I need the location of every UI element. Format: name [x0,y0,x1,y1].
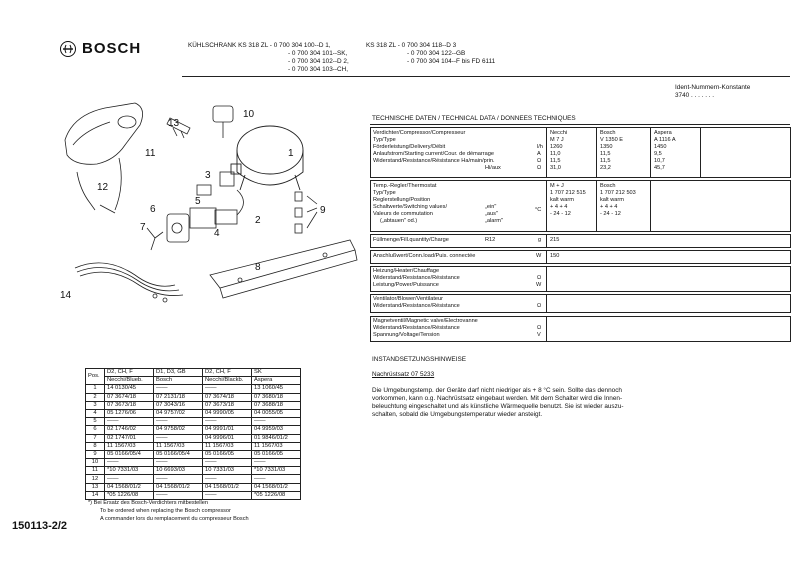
table-cell: 13 1060/45 [252,385,301,393]
thermo-c1-1: 1 707 212 515 [550,190,586,196]
necchi-0: Necchi [550,130,568,136]
table-row [86,393,301,401]
thermo-c2-1: 1 707 212 503 [600,190,636,196]
diagram-label-3: 3 [205,170,211,181]
compressor-unit-2: l/h [537,144,543,150]
charge-unit: g [538,237,542,243]
valve-label-2: Spannung/Voltage/Tension [373,332,440,338]
table-cell-pos: 10 [86,459,105,467]
model-line-1: KÜHLSCHRANK KS 318 ZL - 0 700 304 100--D 1, [188,42,331,49]
table-cell: —— [203,418,252,426]
table-row [86,385,301,393]
table-cell: 02 1747/01 [105,434,154,442]
table-row [86,442,301,450]
compressor-label-3: Anlaufstrom/Starting current/Cour. de démarrage [373,151,494,157]
table-row [86,409,301,417]
table-cell: 04 9757/02 [154,409,203,417]
header-col-1: D2, CH, F [105,369,154,377]
table-cell-pos: 5 [86,418,105,426]
table-cell: —— [154,418,203,426]
heater-unit-2: W [536,282,542,288]
table-cell: *10 7331/03 [105,467,154,475]
table-cell: 04 9758/02 [154,426,203,434]
table-cell-pos: 3 [86,401,105,409]
heater-label-0: Heizung/Heater/Chauffage [373,268,440,274]
relay-3-5 [197,172,244,215]
table-row [86,491,301,499]
table-cell: *10 7331/03 [252,467,301,475]
thermo-c1-3: + 4 + 4 [550,204,568,210]
thermo-label-2: Reglerstellung/Position [373,197,431,203]
thermo-label-5: („abtauen" od.) [380,218,418,224]
table-cell: 04 9996/01 [203,434,252,442]
charge-value: 215 [550,237,560,243]
model-line-4: - 0 700 304 103--CH, [288,66,349,73]
necchi-3: 11,0 [550,151,561,157]
table-cell: —— [154,459,203,467]
footnote-3: A commander lors du remplacement du compresseur Bosch [100,516,249,522]
bosch-4: 11,5 [600,158,611,164]
diagram-label-8: 8 [255,262,261,273]
diagram-label-14: 14 [60,290,72,301]
install-line-1: vorkommen, kann o.g. Nachrüstsatz eingebaut werden. Mit dem Schalter wird die Innen- [372,395,623,402]
table-row [86,434,301,442]
table-cell: 04 1568/01/2 [252,483,301,491]
table-cell: *05 1226/08 [105,491,154,499]
install-line-2: beleuchtung eingeschaltet und als künstliche Wärmequelle benutzt. Sie ist wieder auszu- [372,403,624,410]
diagram-label-11: 11 [145,148,156,159]
aspera-5: 45,7 [654,165,665,171]
model-right-1: KS 318 ZL - 0 700 304 118--D 3 [366,42,457,49]
table-cell-pos: 11 [86,467,105,475]
thermostat-6 [167,208,216,242]
model-right-3: - 0 700 304 104--F bis FD 6111 [407,58,496,65]
table-cell: —— [154,385,203,393]
table-cell: 05 0166/05 [203,450,252,458]
table-cell-pos: 7 [86,434,105,442]
bosch-5: 23,2 [600,165,611,171]
ident-value: 3740 . . . . . . . [675,92,715,99]
table-row [86,483,301,491]
table-cell: —— [252,475,301,483]
table-row [86,450,301,458]
valve-label-0: Magnetventil/Magnetic valve/Electrovanne [373,318,478,324]
power-value: 150 [550,253,560,259]
table-cell: 11 1567/03 [105,442,154,450]
table-header-row [86,369,301,377]
valve-label-1: Widerstand/Resistance/Résistance [373,325,460,331]
parts-table [85,368,301,500]
table-cell-pos: 14 [86,491,105,499]
table-cell: 11 1567/03 [203,442,252,450]
thermo-label-0: Temp.-Regler/Thermostat [373,183,437,189]
diagram-label-9: 9 [320,205,326,216]
aspera-2: 1450 [654,144,667,150]
heater-label-2: Leistung/Power/Puissance [373,282,439,288]
table-cell: 11 1567/03 [154,442,203,450]
table-cell-pos: 1 [86,385,105,393]
table-row [86,475,301,483]
thermo-c1-2: kalt warm [550,197,574,203]
heater-unit-1: Ω [537,275,542,281]
switch-4 [215,210,237,224]
bosch-1: V 1350 E [600,137,624,143]
compressor-unit-3: A [537,151,541,157]
charge-gas: R12 [485,237,496,243]
table-row [86,467,301,475]
table-cell: 02 1746/02 [105,426,154,434]
header-col-3: D2, CH, F [203,369,252,377]
table-cell: 04 9959/03 [252,426,301,434]
table-cell-pos: 4 [86,409,105,417]
diagram-label-6: 6 [150,204,156,215]
fan-label-1: Widerstand/Resistance/Résistance [373,303,460,309]
thermo-quoted-1: „aus" [485,211,498,217]
diagram-label-12: 12 [97,182,109,193]
diagram-label-13: 13 [168,118,180,129]
table-cell: 07 3688/18 [252,401,301,409]
fan-label-0: Ventilator/Blower/Ventilateur [373,296,443,302]
thermo-unit: °C [535,207,542,213]
bosch-0: Bosch [600,130,616,136]
table-row [86,401,301,409]
aspera-4: 10,7 [654,158,665,164]
compressor-label-1: Typ/Type [373,137,396,143]
table-cell: 07 3673/18 [105,401,154,409]
document-number: 150113-2/2 [12,520,68,532]
table-cell: —— [203,385,252,393]
tech-data-title: TECHNISCHE DATEN / TECHNICAL DATA / DONNEES TECHNIQUES [372,115,576,122]
table-cell-pos: 13 [86,483,105,491]
install-title: INSTANDSETZUNGSHINWEISE [372,356,466,363]
diagram-label-5: 5 [195,196,201,207]
table-cell: —— [105,459,154,467]
table-cell: 04 1568/01/2 [203,483,252,491]
table-cell-pos: 12 [86,475,105,483]
thermo-c2-0: Bosch [600,183,616,189]
table-row [86,426,301,434]
charge-label: Füllmenge/Fill.quantity/Charge [373,237,449,243]
power-unit: W [536,253,542,259]
table-cell: 07 3673/18 [203,401,252,409]
clip-7 [147,228,163,250]
table-cell: 07 2131/18 [154,393,203,401]
thermo-quoted-2: „alarm" [485,218,503,224]
table-cell-pos: 9 [86,450,105,458]
install-line-3: schalten, sobald die Umgebungstemperatur wieder ansteigt. [372,411,543,418]
table-cell-pos: 6 [86,426,105,434]
table-cell: —— [203,459,252,467]
evaporator-cover-11 [65,103,143,164]
aspera-0: Aspera [654,130,672,136]
table-cell: 04 1568/01/2 [105,483,154,491]
footnote-2: To be ordered when replacing the Bosch compressor [100,508,231,514]
table-cell: —— [252,418,301,426]
table-cell: 04 0055/05 [252,409,301,417]
install-line-0: Die Umgebungstemp. der Geräte darf nicht niedriger als + 8 °C sein. Sollte das dennoch [372,387,622,394]
capacitor-10 [213,106,233,138]
model-line-2: - 0 700 304 101--SK, [288,50,348,57]
table-cell: —— [154,491,203,499]
table-cell: —— [203,475,252,483]
header-col-4: SK [252,369,301,377]
thermo-label-4: Valeurs de commutation [373,211,433,217]
header-col-2: D1, D3, GB [154,369,203,377]
compressor-unit-5: Ω [537,165,542,171]
thermo-c2-4: - 24 - 12 [600,211,621,217]
necchi-1: M 7 J [550,137,564,143]
bosch-2: 1350 [600,144,613,150]
brand-name: BOSCH [82,40,142,57]
table-cell-pos: 2 [86,393,105,401]
table-cell: 05 0166/05/4 [154,450,203,458]
table-cell: —— [203,491,252,499]
diagram-label-1: 1 [288,148,294,159]
table-cell: —— [154,434,203,442]
necchi-5: 31,0 [550,165,561,171]
table-cell: —— [105,418,154,426]
valve-unit-1: Ω [537,325,542,331]
diagram-label-2: 2 [255,215,261,226]
cable-harness-14 [75,263,183,302]
exploded-parts-diagram [55,100,365,325]
compressor-label-2: Förderleistung/Delivery/Débit [373,144,446,150]
thermo-label-1: Typ/Type [373,190,396,196]
table-row [86,459,301,467]
table-cell: 04 1568/01/2 [154,483,203,491]
table-cell: 04 9991/01 [203,426,252,434]
table-cell: 07 3680/18 [252,393,301,401]
aspera-1: A 1116 A [654,137,676,143]
diagram-label-10: 10 [243,109,255,120]
thermo-quoted-0: „ein" [485,204,497,210]
compressor-label-4: Widerstand/Resistance/Résistance Ha/main/prin. [373,158,495,164]
thermo-c1-0: M + J [550,183,564,189]
heater-label-1: Widerstand/Resistance/Résistance [373,275,460,281]
table-cell-pos: 8 [86,442,105,450]
thermo-c1-4: - 24 - 12 [550,211,571,217]
thermo-c2-3: + 4 + 4 [600,204,618,210]
table-cell: —— [252,459,301,467]
table-cell: 11 1567/03 [252,442,301,450]
valve-unit-2: V [537,332,541,338]
compressor-unit-4: Ω [537,158,542,164]
table-cell: 04 9990/05 [203,409,252,417]
table-cell: 10 6693/03 [154,467,203,475]
table-cell: 10 7331/03 [203,467,252,475]
table-cell: 07 3043/16 [154,401,203,409]
table-cell: 05 0166/05/4 [105,450,154,458]
table-cell: —— [105,475,154,483]
bosch-3: 11,5 [600,151,611,157]
subheader-col-4: Aspera [252,377,301,385]
diagram-label-7: 7 [140,222,146,233]
necchi-2: 1260 [550,144,563,150]
base-plate-8 [210,240,357,298]
table-subheader-row [86,377,301,385]
subheader-col-1: Necchi/Blueb. [105,377,154,385]
table-cell: 14 0130/45 [105,385,154,393]
model-right-2: - 0 700 304 122--GB [407,50,466,57]
thermo-label-3: Schaltwerte/Switching values/ [373,204,447,210]
bosch-armature-icon [60,41,76,57]
subheader-col-2: Bosch [154,377,203,385]
thermo-c2-2: kalt warm [600,197,624,203]
ident-label: Ident-Nummern-Konstante [675,84,751,91]
aspera-3: 9,5 [654,151,662,157]
necchi-4: 11,5 [550,158,561,164]
header-pos: Pos. [86,369,105,385]
power-label: Anschlußwert/Conn.load/Puis. connectée [373,253,476,259]
diagram-label-4: 4 [214,228,220,239]
feet-9 [295,192,317,233]
table-cell: 07 3674/18 [203,393,252,401]
table-cell: 07 3674/18 [105,393,154,401]
model-line-3: - 0 700 304 102--D 2, [288,58,349,65]
table-cell: 05 0166/05 [252,450,301,458]
subheader-col-3: Necchi/Blackb. [203,377,252,385]
table-cell: —— [154,475,203,483]
compressor-label-5: Hi/aux [485,165,501,171]
table-row [86,418,301,426]
install-retrofit: Nachrüstsatz 07 5233 [372,371,435,378]
table-cell: 01 9846/01/2 [252,434,301,442]
footnote-1: *) Bei Ersatz des Bosch-Verdichters mitbestellen [88,500,209,506]
header-rule [182,76,790,77]
table-cell: 05 1276/06 [105,409,154,417]
table-cell: *05 1226/08 [252,491,301,499]
fan-unit-1: Ω [537,303,542,309]
compressor-label-0: Verdichter/Compressor/Compresseur [373,130,466,136]
